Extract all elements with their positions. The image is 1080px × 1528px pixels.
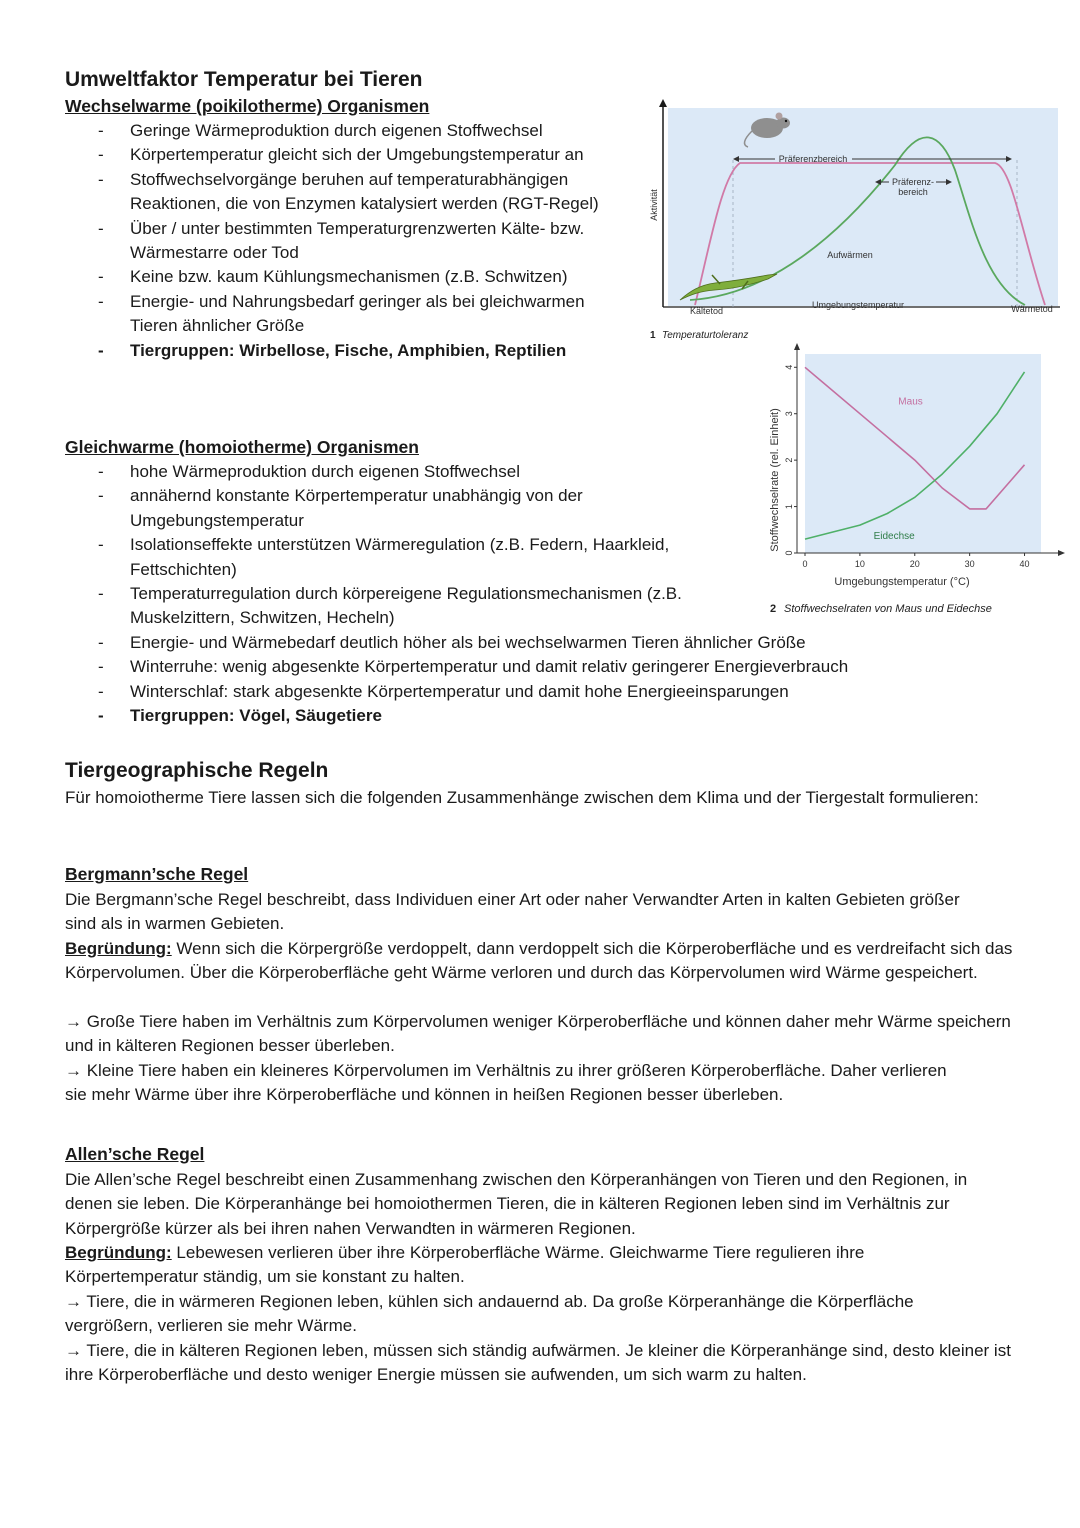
chart-x-arrow [1058, 550, 1065, 556]
list-item: - Temperaturregulation durch körpereigene Regulationsmechanismen (z.B. Muskelzittern, Schwitzen, Hecheln) [65, 582, 740, 631]
chart-x-label: Umgebungstemperatur (°C) [834, 576, 970, 588]
bergmann-heading: Bergmann’sche Regel [65, 864, 249, 884]
poikilo-heading: Wechselwarme (poikilotherme) Organismen [65, 96, 430, 116]
page-title: Umweltfaktor Temperatur bei Tieren [65, 68, 423, 91]
allen-reason [65, 1241, 945, 1290]
list-item: - Geringe Wärmeproduktion durch eigenen Stoffwechsel [65, 119, 625, 143]
y-axis-arrow [659, 99, 667, 107]
list-item: - Energie- und Wärmebedarf deutlich höher als bei wechselwarmen Tieren ähnlicher Größe [65, 631, 995, 655]
list-item: - Stoffwechselvorgänge beruhen auf temperaturabhängigen Reaktionen, die von Enzymen katalysiert werden (RGT-Regel) [65, 168, 625, 217]
chart-series-label-maus: Maus [898, 396, 923, 408]
chart-y-tick-label: 2 [784, 457, 794, 463]
chart-y-arrow [794, 343, 800, 350]
reason-label: Begründung: [65, 1243, 172, 1262]
bergmann-arrow-2: → Kleine Tiere haben ein kleineres Körpervolumen im Verhältnis zu ihrer größeren Körperoberfläche. Daher verlieren sie mehr Wärme über ihre Körperoberfläche und können in heißen Regionen besser überleben. [65, 1061, 947, 1105]
chart-y-tick-label: 4 [784, 364, 794, 370]
caption-number: 1 [650, 330, 656, 341]
chart-x-tick-label: 20 [909, 559, 920, 569]
list-item: - annähernd konstante Körpertemperatur unabhängig von der Umgebungstemperatur [65, 484, 690, 533]
list-item: - Keine bzw. kaum Kühlungsmechanismen (z.B. Schwitzen) [65, 265, 625, 289]
range-wide-label: Präferenzbereich [778, 154, 848, 164]
reason-text: Lebewesen verlieren über ihre Körperoberfläche Wärme. Gleichwarme Tiere regulieren ihre Körpertemperatur ständig, um sie konstant zu halten. [65, 1243, 865, 1287]
chart-y-label: Stoffwechselrate (rel. Einheit) [769, 408, 781, 552]
figure-background [668, 108, 1058, 306]
list-item: - Körpertemperatur gleicht sich der Umgebungstemperatur an [65, 143, 625, 167]
metabolic-rate-chart [765, 340, 1065, 625]
chart-y-tick-label: 3 [784, 411, 794, 417]
reason-label: Begründung: [65, 939, 172, 958]
list-item: - Tiergruppen: Wirbellose, Fische, Amphibien, Reptilien [65, 339, 625, 363]
chart-background [805, 354, 1041, 553]
chart-caption: Stoffwechselraten von Maus und Eidechse [784, 603, 992, 615]
chart-series-label-eidechse: Eidechse [873, 531, 915, 543]
bergmann-reason [65, 937, 1015, 986]
list-item: - Über / unter bestimmten Temperaturgrenzwerten Kälte- bzw. Wärmestarre oder Tod [65, 217, 625, 266]
allen-arrow-1: → Tiere, die in wärmeren Regionen leben, kühlen sich andauernd ab. Da große Körperanhänge die Körperfläche vergrößern, verlieren sie mehr Wärme. [65, 1292, 914, 1336]
allen-arrow-2: → Tiere, die in kälteren Regionen leben, müssen sich ständig aufwärmen. Je kleiner die Körperanhänge sind, desto kleiner ist ihre Körperoberfläche und desto weniger Energie müssen sie aufwenden, um sich warm zu halten. [65, 1341, 1011, 1385]
list-item: - hohe Wärmeproduktion durch eigenen Stoffwechsel [65, 460, 690, 484]
chart-caption-number: 2 [770, 603, 777, 615]
allen-heading: Allen’sche Regel [65, 1144, 205, 1164]
range-narrow-label-2: bereich [898, 187, 928, 197]
bergmann-arrow-1: → Große Tiere haben im Verhältnis zum Körpervolumen weniger Körperoberfläche und können daher mehr Wärme speichern und in kälteren Regionen besser überleben. [65, 1012, 1011, 1056]
y-axis-label: Aktivität [649, 189, 659, 221]
heat-death-label: Wärmetod [1011, 304, 1053, 314]
chart-x-tick-label: 10 [854, 559, 865, 569]
section2-intro: Für homoiotherme Tiere lassen sich die folgenden Zusammenhänge zwischen dem Klima und der Tiergestalt formulieren: [65, 788, 979, 807]
chart-x-tick-label: 0 [802, 559, 808, 569]
section2-title: Tiergeographische Regeln [65, 759, 329, 782]
bergmann-text: Die Bergmann’sche Regel beschreibt, dass Individuen einer Art oder naher Verwandter Arten in kalten Gebieten größer sind als in warmen Gebieten. [65, 890, 960, 934]
homoio-heading: Gleichwarme (homoiotherme) Organismen [65, 437, 419, 457]
curve-label: Aufwärmen [827, 250, 873, 260]
chart-y-tick-label: 1 [784, 504, 794, 510]
temperature-tolerance-figure [640, 95, 1070, 345]
list-item: - Winterschlaf: stark abgesenkte Körpertemperatur und damit hohe Energieeinsparungen [65, 680, 995, 704]
x-axis-label: Umgebungstemperatur [811, 300, 905, 310]
poikilo-list [65, 119, 625, 363]
cold-death-label: Kältetod [690, 306, 724, 316]
chart-x-tick-label: 40 [1019, 559, 1030, 569]
figure-caption: Temperaturtoleranz [662, 330, 749, 341]
chart-y-tick-label: 0 [784, 550, 794, 556]
allen-text: Die Allen’sche Regel beschreibt einen Zusammenhang zwischen den Körperanhängen von Tieren und den Regionen, in denen sie leben. Die Körperanhänge bei homoiothermen Tieren, die in kälteren Regionen leben sind im Verhältnis zur Körpergröße kürzer als bei ihren nahen Verwandten in wärmeren Regionen. [65, 1170, 968, 1238]
list-item: - Tiergruppen: Vögel, Säugetiere [65, 704, 995, 728]
chart-x-tick-label: 30 [964, 559, 975, 569]
reason-text: Wenn sich die Körpergröße verdoppelt, dann verdoppelt sich die Körperoberfläche und es verdreifacht sich das Körpervolumen. Über die Körperoberfläche geht Wärme verloren und durch das Körpervolumen wird Wärme gespeichert. [65, 939, 1013, 983]
range-narrow-label-1: Präferenz- [891, 177, 935, 187]
list-item: - Isolationseffekte unterstützen Wärmeregulation (z.B. Federn, Haarkleid, Fettschichten) [65, 533, 750, 582]
list-item: - Energie- und Nahrungsbedarf geringer als bei gleichwarmen Tieren ähnlicher Größe [65, 290, 625, 339]
list-item: - Winterruhe: wenig abgesenkte Körpertemperatur und damit relativ geringerer Energieverbrauch [65, 655, 995, 679]
